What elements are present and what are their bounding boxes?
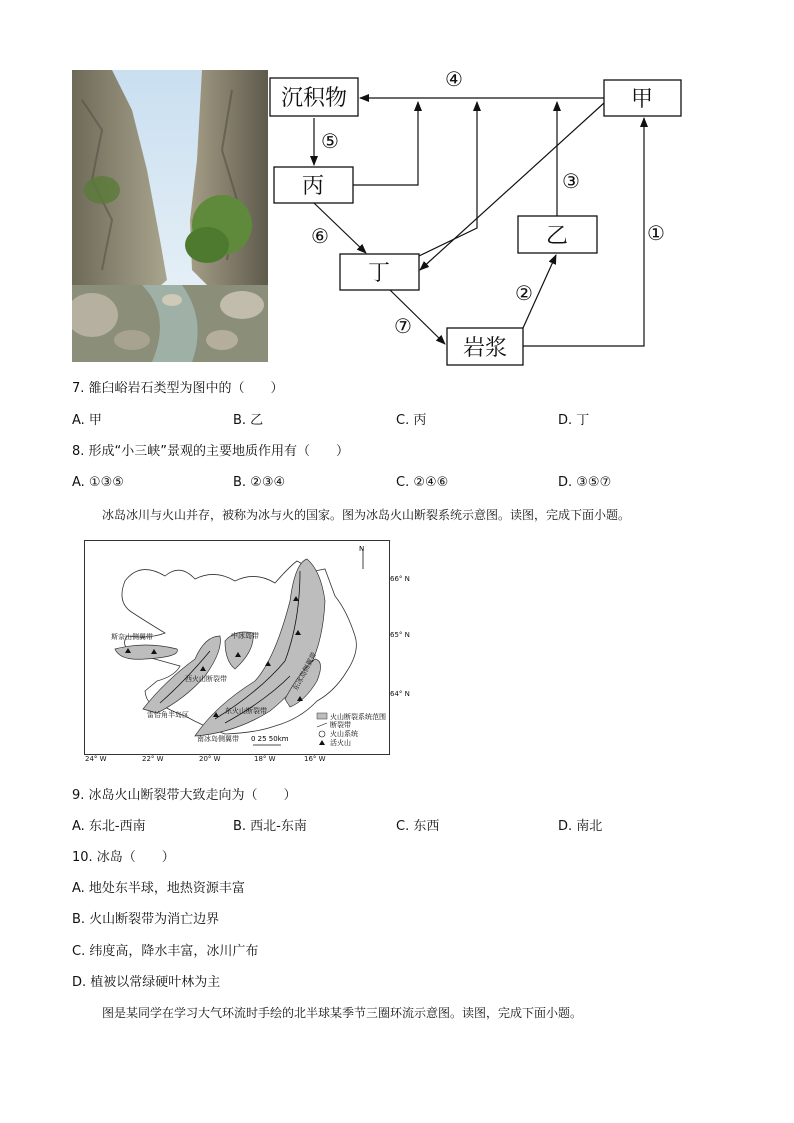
process-2: ② bbox=[515, 281, 533, 305]
process-6: ⑥ bbox=[311, 224, 329, 248]
lon-16: 16° W bbox=[304, 755, 326, 763]
label-sediment: 沉积物 bbox=[280, 86, 348, 111]
gorge-photo bbox=[72, 70, 268, 362]
legend-volcanic-system: 火山系统 bbox=[330, 730, 358, 738]
q10-option-c[interactable]: C. 纬度高，降水丰富，冰川广布 bbox=[72, 944, 259, 959]
rock-cycle-diagram bbox=[262, 62, 692, 374]
map-legend bbox=[317, 712, 386, 747]
lat-66: 66° N bbox=[390, 575, 410, 583]
q7-option-a[interactable]: A. 甲 bbox=[72, 413, 102, 428]
zone-west: 西火山断裂带 bbox=[185, 675, 227, 683]
label-jia: 甲 bbox=[630, 87, 654, 112]
process-3: ③ bbox=[562, 169, 580, 193]
process-7: ⑦ bbox=[394, 314, 412, 338]
q10-stem: 10. 冰岛（ ） bbox=[72, 850, 175, 865]
q7-stem: 7. 雒臼峪岩石类型为图中的（ ） bbox=[72, 381, 284, 396]
zone-reykjanes: 雷恰角半岛区 bbox=[147, 711, 189, 719]
process-1: ① bbox=[647, 221, 665, 245]
q8-option-b[interactable]: B. ②③④ bbox=[233, 475, 286, 490]
q9-option-a[interactable]: A. 东北-西南 bbox=[72, 819, 146, 834]
zone-central: 中冰岛带 bbox=[231, 632, 259, 640]
lon-24: 24° W bbox=[85, 755, 107, 763]
scale-bar-label: 0 25 50km bbox=[251, 735, 289, 743]
lat-65: 65° N bbox=[390, 631, 410, 639]
q7-option-d[interactable]: D. 丁 bbox=[558, 413, 590, 428]
lon-18: 18° W bbox=[254, 755, 276, 763]
label-magma: 岩浆 bbox=[462, 336, 508, 361]
q8-option-d[interactable]: D. ③⑤⑦ bbox=[558, 475, 612, 490]
zone-south: 南冰岛侧翼带 bbox=[197, 735, 239, 743]
process-5: ⑤ bbox=[321, 129, 339, 153]
lat-64: 64° N bbox=[390, 690, 410, 698]
process-4: ④ bbox=[445, 67, 463, 91]
label-bing: 丙 bbox=[301, 174, 325, 199]
lon-22: 22° W bbox=[142, 755, 164, 763]
zone-eastern-flank: 东冰岛侧翼带 bbox=[291, 651, 319, 692]
q7-option-c[interactable]: C. 丙 bbox=[396, 413, 427, 428]
lon-20: 20° W bbox=[199, 755, 221, 763]
q8-stem: 8. 形成“小三峡”景观的主要地质作用有（ ） bbox=[72, 444, 350, 459]
q9-option-b[interactable]: B. 西北-东南 bbox=[233, 819, 307, 834]
q9-stem: 9. 冰岛火山断裂带大致走向为（ ） bbox=[72, 788, 297, 803]
label-ding: 丁 bbox=[367, 261, 391, 286]
q10-option-b[interactable]: B. 火山断裂带为消亡边界 bbox=[72, 912, 220, 927]
zone-east: 东火山断裂带 bbox=[225, 707, 267, 715]
north-label: N bbox=[359, 545, 365, 553]
q9-option-d[interactable]: D. 南北 bbox=[558, 819, 603, 834]
q10-option-d[interactable]: D. 植被以常绿硬叶林为主 bbox=[72, 975, 221, 990]
zone-snaefellsnes: 斯奈山侧翼带 bbox=[111, 633, 153, 641]
circulation-intro: 图是某同学在学习大气环流时手绘的北半球某季节三圈环流示意图。读图，完成下面小题。 bbox=[102, 1006, 583, 1020]
label-yi: 乙 bbox=[545, 224, 569, 249]
legend-active-volcano: 活火山 bbox=[330, 739, 351, 747]
legend-rift: 断裂带 bbox=[330, 721, 351, 729]
q10-option-a[interactable]: A. 地处东半球，地热资源丰富 bbox=[72, 881, 245, 896]
legend-range: 火山断裂系统范围 bbox=[330, 713, 386, 721]
q8-option-a[interactable]: A. ①③⑤ bbox=[72, 475, 124, 490]
iceland-volcano-map bbox=[84, 540, 390, 755]
iceland-intro: 冰岛冰川与火山并存，被称为冰与火的国家。图为冰岛火山断裂系统示意图。读图，完成下面小题。 bbox=[102, 508, 631, 522]
q9-option-c[interactable]: C. 东西 bbox=[396, 819, 440, 834]
q8-option-c[interactable]: C. ②④⑥ bbox=[396, 475, 449, 490]
q7-option-b[interactable]: B. 乙 bbox=[233, 413, 264, 428]
